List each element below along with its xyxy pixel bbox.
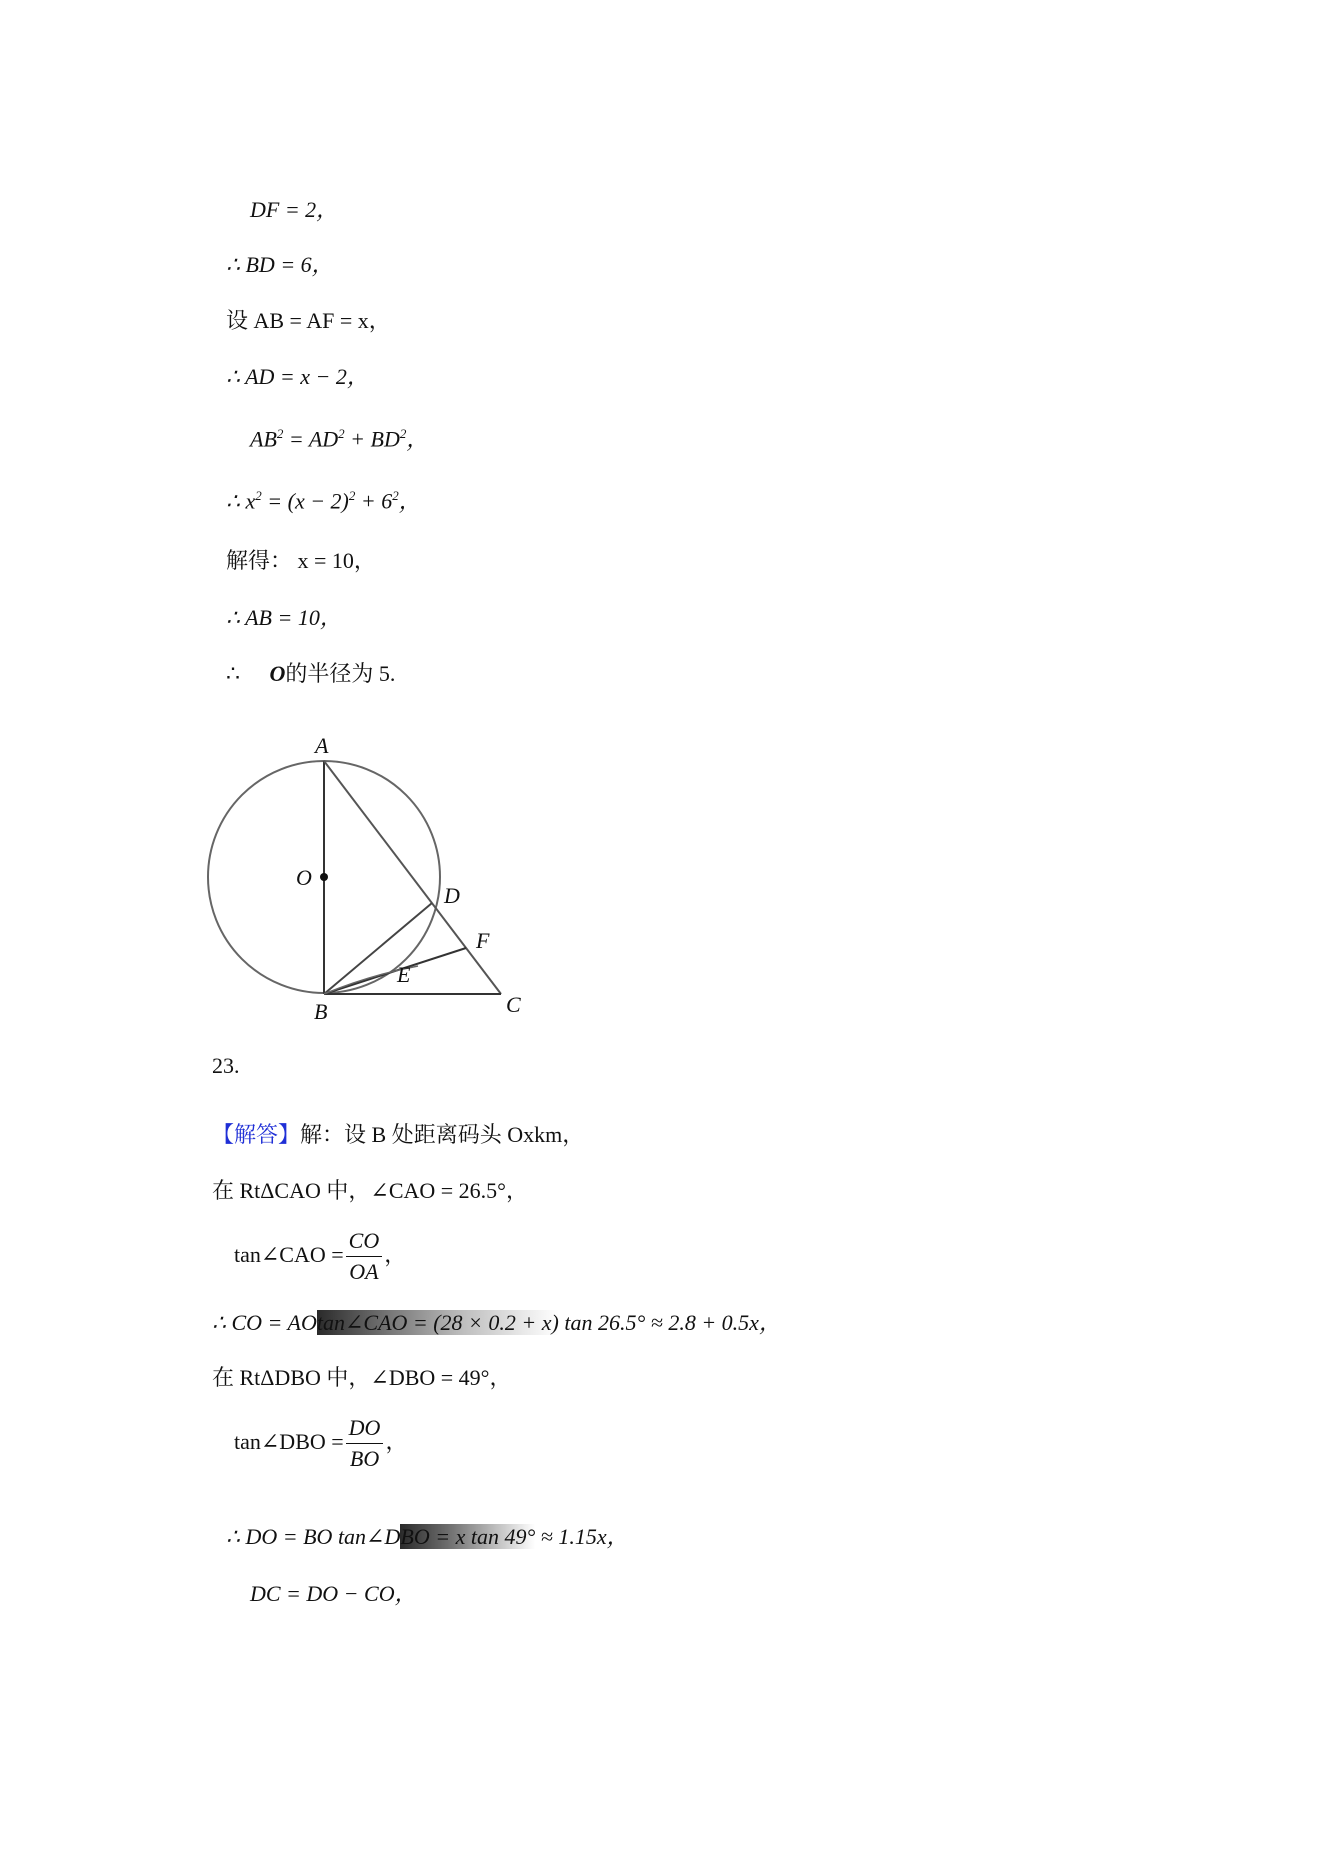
term-bd: + BD	[344, 426, 400, 452]
term-6: + 6	[355, 488, 393, 514]
question-number: 23.	[212, 1053, 240, 1078]
tan-cao-label: tan∠CAO =	[234, 1242, 344, 1267]
label-a: A	[315, 733, 329, 758]
do-rhs: ≈ 1.15x，	[535, 1524, 629, 1549]
numerator: CO	[346, 1226, 383, 1257]
circle-figure	[200, 725, 540, 1025]
co-shaded: tan∠CAO = (28 × 0.2 + x)	[316, 1310, 559, 1335]
do-shaded: BO = x tan 49°	[400, 1524, 536, 1549]
numerator: DO	[346, 1413, 384, 1444]
eq-ab-result: ∴ AB = 10，	[226, 605, 342, 630]
answer-intro-text: 解：设 B 处距离码头 Oxkm，	[300, 1122, 585, 1147]
circle-o: O	[269, 661, 286, 686]
eq-solve: 解得： x = 10，	[226, 548, 376, 573]
eq-df: DF = 2，	[250, 197, 339, 222]
eq-bd: ∴ BD = 6，	[226, 252, 334, 277]
term-x: ∴ x	[226, 488, 256, 514]
eq-tan-dbo	[234, 1407, 407, 1477]
label-d: D	[444, 883, 460, 908]
radius-text: 的半径为 5.	[285, 661, 396, 686]
eq-substitute	[226, 482, 421, 515]
punct: ，	[385, 1429, 408, 1454]
therefore: ∴	[226, 661, 240, 686]
eq-pythagoras	[250, 420, 428, 453]
answer-intro	[212, 1121, 584, 1149]
do-lhs: ∴ DO = BO tan∠D	[226, 1524, 401, 1549]
punct: ，	[384, 1242, 407, 1267]
punct: ，	[406, 426, 429, 452]
exp: 2	[276, 426, 284, 441]
punct: ，	[398, 488, 421, 514]
eq-set-ab: 设 AB = AF = x，	[226, 308, 391, 333]
tan-dbo-label: tan∠DBO =	[234, 1429, 344, 1454]
term-ab: AB	[250, 426, 277, 452]
eq-tan-cao	[234, 1220, 406, 1290]
co-lhs: ∴ CO = AO	[212, 1310, 317, 1335]
eq-angle-cao: 在 RtΔCAO 中，∠CAO = 26.5°，	[212, 1178, 528, 1203]
eq-angle-dbo: 在 RtΔDBO 中，∠DBO = 49°，	[212, 1365, 512, 1390]
label-f: F	[476, 928, 490, 953]
fraction-co-oa	[346, 1226, 383, 1287]
exp: 2	[255, 488, 262, 503]
answer-tag: 【解答】	[212, 1122, 301, 1147]
label-c: C	[506, 992, 521, 1017]
eq-radius	[226, 660, 395, 688]
co-rhs: tan 26.5° ≈ 2.8 + 0.5x，	[558, 1310, 781, 1335]
label-b: B	[314, 999, 328, 1024]
eq-co	[212, 1309, 781, 1337]
eq-do	[226, 1523, 629, 1551]
eq-ad: ∴ AD = x − 2，	[226, 364, 369, 389]
exp: 2	[392, 488, 399, 503]
center-point	[320, 873, 328, 881]
term-x-minus-2: = (x − 2)	[261, 488, 349, 514]
label-o: O	[296, 865, 312, 890]
label-e: E	[397, 962, 411, 987]
exp: 2	[338, 426, 345, 441]
segment-ac	[324, 761, 501, 994]
denominator: BO	[349, 1446, 380, 1472]
term-ad: = AD	[283, 426, 339, 452]
eq-dc: DC = DO − CO，	[250, 1581, 417, 1606]
denominator: OA	[349, 1259, 379, 1285]
exp: 2	[348, 488, 356, 503]
exp: 2	[399, 426, 407, 441]
fraction-do-bo	[346, 1413, 384, 1474]
